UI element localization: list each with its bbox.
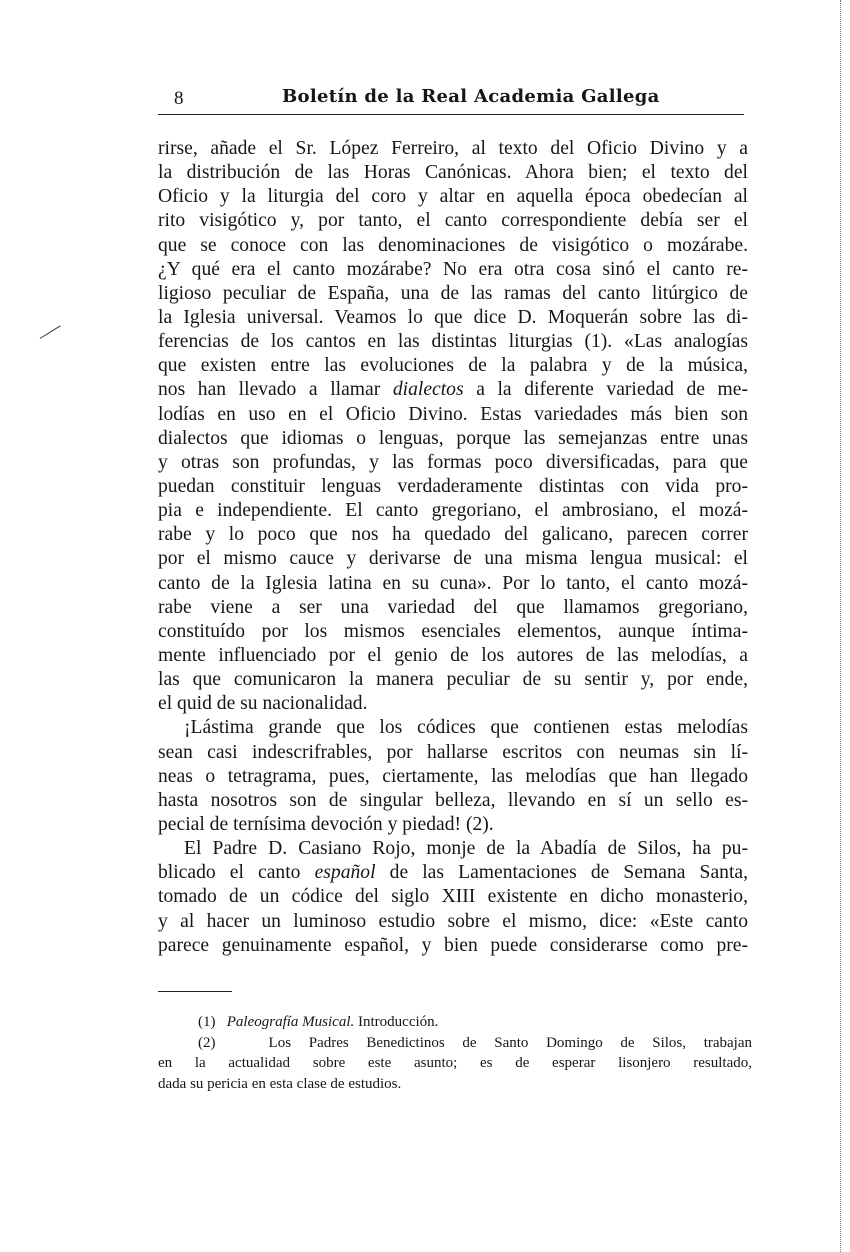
footnote-divider: [158, 991, 232, 992]
text-line: rabe y lo poco que nos ha quedado del galicano, parecen correr: [158, 524, 748, 546]
text-line: ferencias de los cantos en las distintas liturgias (1). «Las analogías: [158, 331, 748, 353]
text-line: ligioso peculiar de España, una de las ramas del canto litúrgico de: [158, 282, 748, 304]
text-line: lodías en uso en el Oficio Divino. Estas variedades más bien son: [158, 403, 748, 425]
text-line: que se conoce con las denominaciones de visigótico o mozárabe.: [158, 234, 748, 256]
footnote-marker: (2): [198, 1034, 216, 1051]
text-line: ¡Lástima grande que los códices que contienen estas melodías: [184, 717, 748, 739]
text-line: la distribución de las Horas Canónicas. Ahora bien; el texto del: [158, 162, 748, 184]
text-line: constituído por los mismos esenciales elementos, aunque íntima-: [158, 620, 748, 642]
footnote-marker: (1): [198, 1014, 216, 1030]
text-line: la Iglesia universal. Veamos lo que dice D. Moquerán sobre las di-: [158, 306, 748, 328]
text-line: dialectos que idiomas o lenguas, porque las semejanzas entre unas: [158, 427, 748, 449]
text-fragment: a la diferente variedad de me-: [476, 379, 748, 401]
body-text: [158, 137, 748, 958]
text-line: hasta nosotros son de singular belleza, llevando en sí un sello es-: [158, 789, 748, 811]
text-line: rirse, añade el Sr. López Ferreiro, al texto del Oficio Divino y a: [158, 138, 748, 159]
page-edge: [840, 0, 841, 1252]
page-number: 8: [174, 88, 184, 109]
text-line: El Padre D. Casiano Rojo, monje de la Abadía de Silos, ha pu-: [184, 838, 748, 860]
footnote-text: Los Padres Benedictinos de Santo Domingo de Silos, trabajan: [268, 1034, 753, 1051]
text-line: [158, 861, 748, 885]
text-line: y al hacer un luminoso estudio sobre el mismo, dice: «Este canto: [158, 910, 748, 932]
text-fragment: nos han llevado a llamar: [158, 379, 381, 401]
footnote-text: Introducción.: [358, 1014, 439, 1030]
text-line: pecial de ternísima devoción y piedad! (2).: [158, 813, 494, 835]
text-line: que existen entre las evoluciones de la palabra y de la música,: [158, 355, 748, 377]
text-line: ¿Y qué era el canto mozárabe? No era otra cosa sinó el canto re-: [158, 258, 748, 280]
text-line: por el mismo cauce y derivarse de una misma lengua musical: el: [158, 548, 748, 570]
footnote-2-continued: en la actualidad sobre este asunto; es de esperar lisonjero resultado,: [158, 1055, 752, 1071]
text-line: parece genuinamente español, y bien puede considerarse como pre-: [158, 934, 748, 956]
text-line: rito visigótico y, por tanto, el canto correspondiente debía ser el: [158, 210, 748, 232]
text-line: mente influenciado por el genio de los autores de las melodías, a: [158, 644, 748, 666]
text-line: tomado de un códice del siglo XIII existente en dicho monasterio,: [158, 886, 748, 908]
text-line: rabe viene a ser una variedad del que llamamos gregoriano,: [158, 596, 748, 618]
italic-term: español: [314, 862, 376, 884]
margin-pencil-mark: [40, 325, 61, 339]
page-header: [158, 86, 744, 115]
footnote-1: [158, 1012, 752, 1033]
text-line: Oficio y la liturgia del coro y altar en aquella época obedecían al: [158, 186, 748, 208]
italic-term: dialectos: [392, 379, 464, 401]
footnote-2: [158, 1033, 752, 1054]
text-fragment: blicado el canto: [158, 862, 301, 884]
text-line: [158, 378, 748, 402]
text-line: sean casi indescrifrables, por hallarse escritos con neumas sin lí-: [158, 741, 748, 763]
text-line: el quid de su nacionalidad.: [158, 693, 368, 715]
footnote-2-continued: dada su pericia en esta clase de estudios.: [158, 1075, 402, 1092]
footnotes: [158, 1012, 752, 1094]
running-title: Boletín de la Real Academia Gallega: [282, 86, 660, 107]
text-line: neas o tetragrama, pues, ciertamente, las melodías que han llegado: [158, 765, 748, 787]
text-line: puedan constituir lenguas verdaderamente distintas con vida pro-: [158, 475, 748, 497]
text-line: y otras son profundas, y las formas poco diversificadas, para que: [158, 451, 748, 473]
text-line: pia e independiente. El canto gregoriano, el ambrosiano, el mozá-: [158, 500, 748, 522]
footnote-title: Paleografía Musical.: [226, 1014, 355, 1030]
text-line: canto de la Iglesia latina en su cuna». Por lo tanto, el canto mozá-: [158, 572, 748, 594]
text-line: las que comunicaron la manera peculiar de su sentir y, por ende,: [158, 669, 748, 691]
text-fragment: de las Lamentaciones de Semana Santa,: [389, 862, 748, 884]
